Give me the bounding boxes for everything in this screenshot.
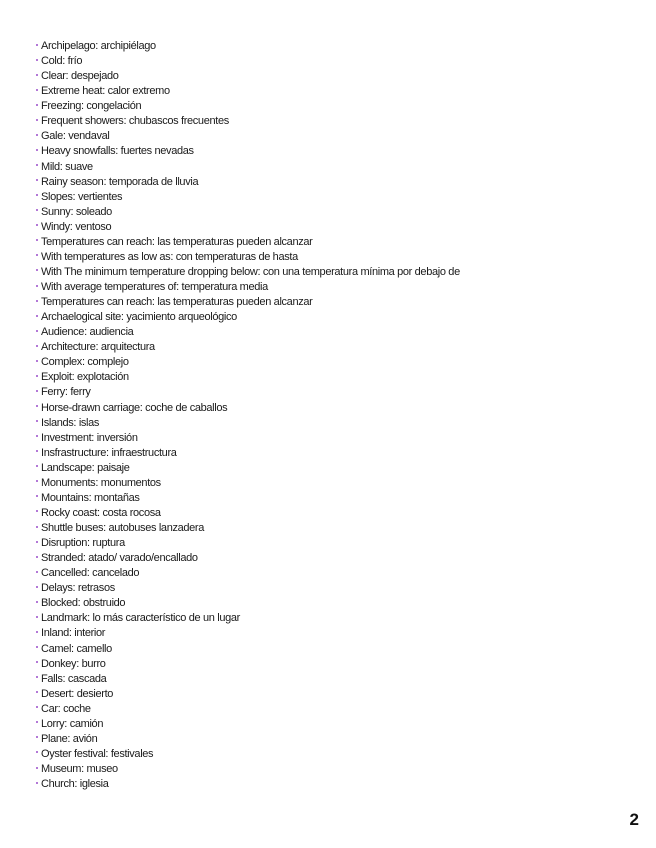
- bullet-icon: [36, 435, 38, 437]
- bullet-icon: [36, 706, 38, 708]
- vocabulary-text: Church: iglesia: [41, 778, 109, 791]
- vocabulary-text: Cancelled: cancelado: [41, 567, 140, 580]
- vocabulary-text: Falls: cascada: [41, 672, 107, 685]
- vocabulary-text: Ferry: ferry: [41, 386, 91, 399]
- bullet-icon: [36, 119, 38, 121]
- vocabulary-text: Complex: complejo: [41, 356, 129, 369]
- vocabulary-item: [36, 235, 460, 250]
- bullet-icon: [36, 254, 38, 256]
- vocabulary-text: Oyster festival: festivales: [41, 747, 154, 760]
- vocabulary-item: [36, 611, 460, 626]
- vocabulary-text: Rainy season: temporada de lluvia: [41, 175, 199, 188]
- bullet-icon: [36, 285, 38, 287]
- bullet-icon: [36, 510, 38, 512]
- bullet-icon: [36, 495, 38, 497]
- vocabulary-text: Audience: audiencia: [41, 326, 134, 339]
- vocabulary-item: [36, 54, 460, 69]
- bullet-icon: [36, 691, 38, 693]
- bullet-icon: [36, 164, 38, 166]
- bullet-icon: [36, 601, 38, 603]
- vocabulary-text: Mild: suave: [41, 160, 93, 173]
- vocabulary-item: [36, 626, 460, 641]
- bullet-icon: [36, 74, 38, 76]
- bullet-icon: [36, 541, 38, 543]
- vocabulary-item: [36, 160, 460, 175]
- bullet-icon: [36, 661, 38, 663]
- vocabulary-text: Horse-drawn carriage: coche de caballos: [41, 401, 228, 414]
- vocabulary-item: [36, 370, 460, 385]
- vocabulary-text: Temperatures can reach: las temperaturas pueden alcanzar: [41, 235, 313, 248]
- bullet-icon: [36, 315, 38, 317]
- vocabulary-text: Landscape: paisaje: [41, 461, 130, 474]
- vocabulary-item: [36, 687, 460, 702]
- vocabulary-item: [36, 310, 460, 325]
- vocabulary-item: [36, 777, 460, 792]
- vocabulary-text: Cold: frío: [41, 55, 83, 68]
- bullet-icon: [36, 450, 38, 452]
- bullet-icon: [36, 360, 38, 362]
- bullet-icon: [36, 104, 38, 106]
- bullet-icon: [36, 330, 38, 332]
- vocabulary-text: Frequent showers: chubascos frecuentes: [41, 115, 229, 128]
- bullet-icon: [36, 782, 38, 784]
- bullet-icon: [36, 526, 38, 528]
- vocabulary-item: [36, 551, 460, 566]
- bullet-icon: [36, 751, 38, 753]
- vocabulary-item: [36, 702, 460, 717]
- vocabulary-item: [36, 596, 460, 611]
- vocabulary-item: [36, 762, 460, 777]
- vocabulary-text: Mountains: montañas: [41, 491, 140, 504]
- bullet-icon: [36, 736, 38, 738]
- vocabulary-item: [36, 144, 460, 159]
- vocabulary-item: [36, 566, 460, 581]
- vocabulary-text: Clear: despejado: [41, 70, 119, 83]
- vocabulary-text: Exploit: explotación: [41, 371, 129, 384]
- vocabulary-text: Gale: vendaval: [41, 130, 110, 143]
- vocabulary-list: [36, 39, 460, 792]
- bullet-icon: [36, 345, 38, 347]
- vocabulary-text: Islands: islas: [41, 416, 100, 429]
- vocabulary-item: [36, 385, 460, 400]
- vocabulary-text: Freezing: congelación: [41, 100, 142, 113]
- bullet-icon: [36, 767, 38, 769]
- vocabulary-item: [36, 642, 460, 657]
- vocabulary-text: With average temperatures of: temperatura media: [41, 281, 268, 294]
- vocabulary-item: [36, 536, 460, 551]
- vocabulary-text: Insfrastructure: infraestructura: [41, 446, 177, 459]
- vocabulary-text: Extreme heat: calor extremo: [41, 85, 170, 98]
- vocabulary-text: Architecture: arquitectura: [41, 341, 155, 354]
- vocabulary-item: [36, 521, 460, 536]
- vocabulary-item: [36, 672, 460, 687]
- page-number: 2: [629, 810, 639, 829]
- vocabulary-text: Desert: desierto: [41, 687, 114, 700]
- bullet-icon: [36, 586, 38, 588]
- vocabulary-text: Landmark: lo más característico de un lugar: [41, 612, 240, 625]
- vocabulary-text: Shuttle buses: autobuses lanzadera: [41, 522, 204, 535]
- vocabulary-text: Disruption: ruptura: [41, 537, 125, 550]
- bullet-icon: [36, 224, 38, 226]
- vocabulary-text: With temperatures as low as: con temperaturas de hasta: [41, 250, 298, 263]
- vocabulary-item: [36, 280, 460, 295]
- vocabulary-text: Archipelago: archipiélago: [41, 40, 156, 53]
- vocabulary-item: [36, 461, 460, 476]
- vocabulary-text: Archaelogical site: yacimiento arqueológico: [41, 311, 237, 324]
- vocabulary-item: [36, 325, 460, 340]
- bullet-icon: [36, 209, 38, 211]
- vocabulary-text: With The minimum temperature dropping below: con una temperatura mínima por debajo de: [41, 265, 460, 278]
- vocabulary-item: [36, 175, 460, 190]
- vocabulary-text: Monuments: monumentos: [41, 476, 161, 489]
- bullet-icon: [36, 134, 38, 136]
- bullet-icon: [36, 239, 38, 241]
- vocabulary-item: [36, 69, 460, 84]
- bullet-icon: [36, 300, 38, 302]
- vocabulary-text: Stranded: atado/ varado/encallado: [41, 552, 198, 565]
- vocabulary-text: Blocked: obstruido: [41, 597, 126, 610]
- vocabulary-item: [36, 732, 460, 747]
- vocabulary-text: Windy: ventoso: [41, 220, 112, 233]
- vocabulary-item: [36, 39, 460, 54]
- vocabulary-item: [36, 265, 460, 280]
- vocabulary-item: [36, 129, 460, 144]
- bullet-icon: [36, 149, 38, 151]
- vocabulary-item: [36, 190, 460, 205]
- vocabulary-item: [36, 84, 460, 99]
- vocabulary-item: [36, 340, 460, 355]
- vocabulary-text: Investment: inversión: [41, 431, 138, 444]
- vocabulary-item: [36, 220, 460, 235]
- bullet-icon: [36, 631, 38, 633]
- vocabulary-item: [36, 657, 460, 672]
- bullet-icon: [36, 465, 38, 467]
- vocabulary-text: Plane: avión: [41, 732, 98, 745]
- vocabulary-text: Museum: museo: [41, 763, 118, 776]
- vocabulary-text: Rocky coast: costa rocosa: [41, 506, 161, 519]
- vocabulary-item: [36, 431, 460, 446]
- bullet-icon: [36, 194, 38, 196]
- vocabulary-item: [36, 355, 460, 370]
- vocabulary-item: [36, 401, 460, 416]
- bullet-icon: [36, 571, 38, 573]
- vocabulary-text: Heavy snowfalls: fuertes nevadas: [41, 145, 194, 158]
- bullet-icon: [36, 556, 38, 558]
- vocabulary-text: Temperatures can reach: las temperaturas pueden alcanzar: [41, 296, 313, 309]
- bullet-icon: [36, 44, 38, 46]
- vocabulary-text: Delays: retrasos: [41, 582, 115, 595]
- vocabulary-item: [36, 295, 460, 310]
- vocabulary-item: [36, 581, 460, 596]
- vocabulary-text: Camel: camello: [41, 642, 112, 655]
- vocabulary-text: Lorry: camión: [41, 717, 104, 730]
- vocabulary-text: Slopes: vertientes: [41, 190, 123, 203]
- vocabulary-text: Inland: interior: [41, 627, 106, 640]
- bullet-icon: [36, 269, 38, 271]
- vocabulary-item: [36, 446, 460, 461]
- bullet-icon: [36, 646, 38, 648]
- bullet-icon: [36, 375, 38, 377]
- bullet-icon: [36, 420, 38, 422]
- bullet-icon: [36, 721, 38, 723]
- bullet-icon: [36, 616, 38, 618]
- vocabulary-item: [36, 476, 460, 491]
- bullet-icon: [36, 179, 38, 181]
- bullet-icon: [36, 405, 38, 407]
- bullet-icon: [36, 676, 38, 678]
- vocabulary-item: [36, 114, 460, 129]
- vocabulary-item: [36, 416, 460, 431]
- bullet-icon: [36, 390, 38, 392]
- bullet-icon: [36, 59, 38, 61]
- vocabulary-text: Donkey: burro: [41, 657, 106, 670]
- vocabulary-item: [36, 250, 460, 265]
- vocabulary-item: [36, 506, 460, 521]
- vocabulary-item: [36, 747, 460, 762]
- vocabulary-item: [36, 205, 460, 220]
- vocabulary-item: [36, 491, 460, 506]
- vocabulary-text: Car: coche: [41, 702, 91, 715]
- bullet-icon: [36, 89, 38, 91]
- bullet-icon: [36, 480, 38, 482]
- vocabulary-item: [36, 717, 460, 732]
- vocabulary-item: [36, 99, 460, 114]
- vocabulary-text: Sunny: soleado: [41, 205, 112, 218]
